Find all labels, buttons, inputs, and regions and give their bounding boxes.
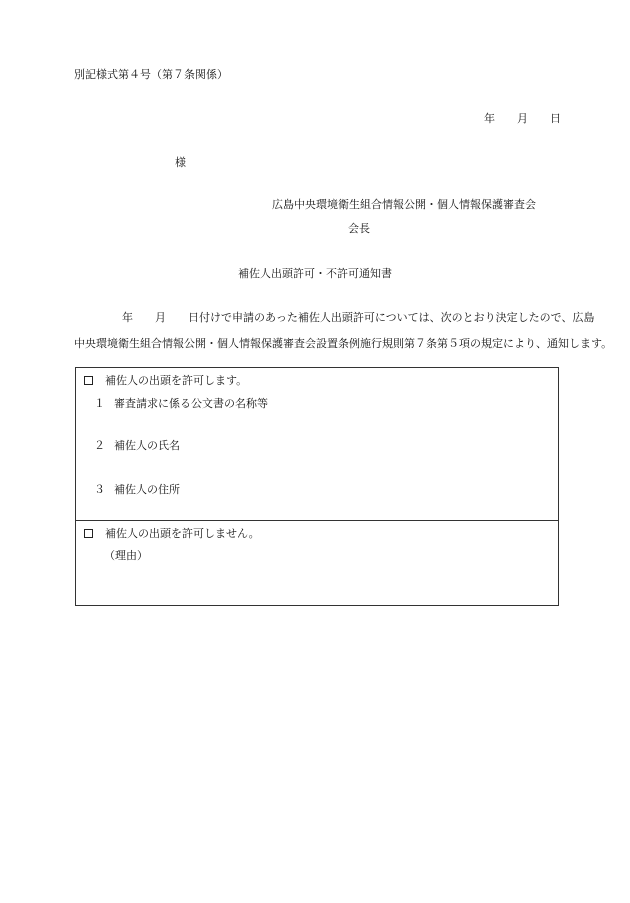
- date-line: [484, 110, 561, 126]
- permit-item-1-number: １: [94, 397, 105, 410]
- permit-item-3-label: 補佐人の住所: [114, 483, 180, 496]
- permit-item-2-label: 補佐人の氏名: [114, 439, 180, 452]
- issuer-organization: 広島中央環境衛生組合情報公開・個人情報保護審査会: [272, 198, 536, 211]
- permit-item-1: [94, 395, 268, 411]
- addressee-suffix: 様: [175, 156, 186, 169]
- permit-section: [76, 368, 558, 521]
- permit-item-2-number: ２: [94, 439, 105, 452]
- date-month-label: 月: [517, 112, 528, 125]
- body-paragraph: [74, 305, 613, 357]
- body-line-2: 中央環境衛生組合情報公開・個人情報保護審査会設置条例施行規則第７条第５項の規定により、通知します。: [74, 337, 613, 350]
- deny-checkbox[interactable]: [84, 529, 93, 538]
- deny-reason-label: （理由）: [104, 549, 148, 562]
- permit-item-1-label: 審査請求に係る公文書の名称等: [114, 397, 268, 410]
- permit-item-3: [94, 481, 180, 497]
- permit-item-3-number: ３: [94, 483, 105, 496]
- body-month-label: 月: [155, 311, 166, 324]
- deny-section: [76, 521, 558, 605]
- deny-label: 補佐人の出頭を許可しません。: [105, 527, 260, 540]
- deny-option[interactable]: [84, 525, 260, 541]
- body-year-label: 年: [122, 311, 133, 324]
- permit-checkbox[interactable]: [84, 376, 93, 385]
- form-number: 別記様式第４号（第７条関係）: [74, 68, 228, 81]
- permit-option[interactable]: [84, 372, 247, 388]
- permit-label: 補佐人の出頭を許可します。: [105, 374, 248, 387]
- body-line-1: [74, 305, 595, 331]
- date-year-label: 年: [484, 112, 495, 125]
- issuer-title: 会長: [348, 222, 370, 235]
- document-title: 補佐人出頭許可・不許可通知書: [238, 267, 392, 280]
- decision-table: [75, 367, 559, 606]
- permit-item-2: [94, 437, 180, 453]
- date-day-label: 日: [550, 112, 561, 125]
- body-line-1-text: 日付けで申請のあった補佐人出頭許可については、次のとおり決定したので、広島: [188, 311, 595, 324]
